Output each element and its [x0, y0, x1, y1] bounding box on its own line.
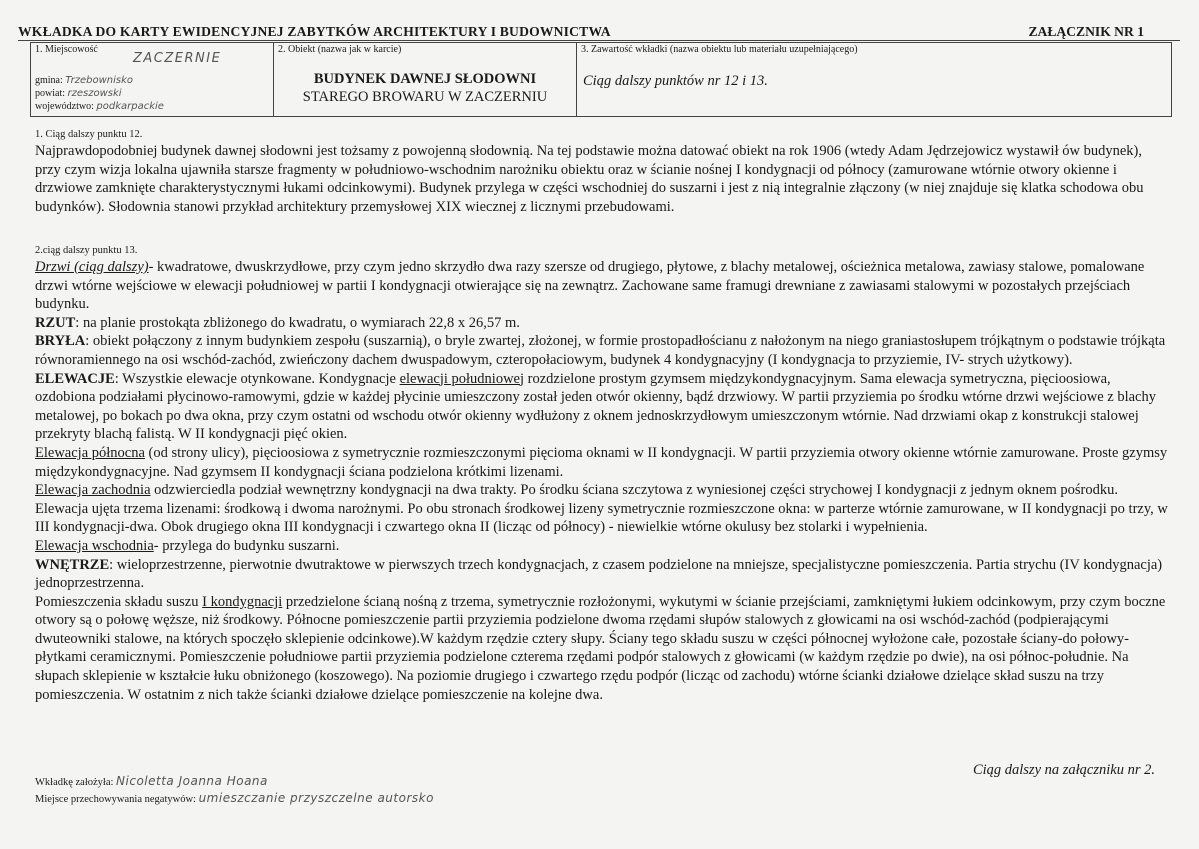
powiat-label: powiat: [35, 88, 65, 99]
elevations-label: ELEWACJE [35, 370, 115, 387]
contents-label: 3. Zawartość wkładki (nazwa obiektu lub materiału uzupełniającego) [581, 44, 858, 55]
negatives-value: umieszczanie przyszczelne autorsko [198, 791, 434, 805]
south-elevation-label: elewacji południowej [399, 370, 525, 387]
section-2-heading: 2.ciąg dalszy punktu 13. [35, 245, 138, 256]
author-line [35, 774, 268, 788]
west-elevation-paragraph [35, 481, 1170, 537]
doors-text: - kwadratowe, dwuskrzydłowe, przy czym jedno skrzydło dwa razy szersze od drugiego, płytowe, z blachy metalowej, ościeżnica metalowa, zawiasy stalowe, pomalowane drzwi wtórne wejściowe w elewacji południowej w partii I kondygnacji otwierające się na zewnątrz. Zachowane same framugi drewniane z zawiasami stalowymi w pozostałych przejściach budynku. [35, 259, 1145, 313]
author-label: Wkładkę założyła: [35, 777, 114, 788]
interior-paragraph [35, 556, 1170, 593]
rooms-intro: Pomieszczenia składu suszu [35, 593, 203, 610]
voivodeship-value: podkarpackie [96, 101, 164, 112]
contents-cell [577, 43, 1172, 117]
object-name-line2: STAREGO BROWARU W ZACZERNIU [302, 89, 548, 105]
object-name-line1: BUDYNEK DAWNEJ SŁODOWNI [313, 71, 537, 87]
plan-label: RZUT [35, 314, 76, 331]
doors-label: Drzwi (ciąg dalszy) [35, 259, 149, 275]
elevations-paragraph [35, 370, 1170, 444]
continued-note: Ciąg dalszy na załączniku nr 2. [972, 762, 1155, 778]
rooms-text: przedzielone ścianą nośną z trzema, symetrycznie rozłożonymi, wykutymi w ścianie przejściami, zamkniętymi łukiem odcinkowym, przy czym boczne otwory są o połowę węższe, niż środkowy. Północne pomieszczenie partii przyziemia podzielone dwoma rzędami słupów stalowych z głowicami na osi wschód-zachód (podpierającymi dwuteowniki stalowe, na których spoczęło sklepienie odcinkowe).W każdym rzędzie cztery słupy. Ściany tego składu suszu w części północnej wyłożone całe, pozostałe ściany-do połowy- płytkami ceramicznymi. Pomieszczenie południowe partii przyziemia podzielone czterema rzędami podpór stalowych z głowicami (w każdym rzędzie po dwie), na osi północ-południe. Na słupach sklepienie w kształcie łuku obniżonego (koszowego). Na poziomie drugiego i czwartego rzędu podpór (licząc od zachodu) wtórne ścianki działowe dzielące skład suszu na trzy pomieszczenia. W ostatnim z nich także ścianki działowe dzielące pomieszczenie na kolejne dwa. [35, 593, 1166, 703]
voivodeship-row [35, 101, 164, 112]
east-elevation-text: - przylega do budynku suszarni. [153, 537, 340, 554]
location-cell [31, 43, 274, 117]
section-1-heading: 1. Ciąg dalszy punktu 12. [35, 129, 143, 140]
west-elevation-text: odzwierciedla podział wewnętrzny kondygnacji na dwa trakty. Po środku ściana szczytowa z wyniesionej części strychowej I kondygnacji z jednym oknem pośrodku. Elewacja ujęta trzema lizenami: środkową i dwoma narożnymi. Po obu stronach środkowej lizeny symetrycznie rozmieszczone okna: w parterze wtórnie zamurowane, w II kondygnacji po trzy, w III kondygnacji-dwa. Obok drugiego okna III kondygnacji i czwartego okna II (licząc od północy) - niewielkie wtórne okulusy bez stolarki i wypełnienia. [35, 482, 1168, 536]
powiat-row [35, 88, 122, 99]
north-elevation-label: Elewacja północna [35, 444, 145, 461]
gmina-label: gmina: [35, 75, 63, 86]
powiat-value: rzeszowski [67, 88, 122, 99]
gmina-value: Trzebownisko [65, 75, 134, 86]
mass-paragraph [35, 332, 1170, 369]
voivodeship-label: województwo: [35, 101, 94, 112]
section-1-text: Najprawdopodobniej budynek dawnej słodowni jest tożsamy z powojenną słodownią. Na tej podstawie można datować obiekt na rok 1906 (wtedy Adam Jędrzejowicz wystawił ów budynek), przy czym wizja lokalna ujawniła starsze fragmenty w południowo-wschodnim narożniku obiektu oraz w ścianie nośnej I kondygnacji od północy (zamurowane wtórnie otwory okienne i drzwiowe zamknięte charakterystycznymi łukami odcinkowymi). Budynek przylega w części wschodniej do suszarni i jest z nią integralnie złączony (w niej znajduje się klatka schodowa obu budynków). Słodownia stanowi przykład architektury przemysłowej XIX wiecznej z licznymi przebudowami. [35, 143, 1144, 215]
east-elevation-label: Elewacja wschodnia [35, 537, 154, 554]
plan-text: : na planie prostokąta zbliżonego do kwadratu, o wymiarach 22,8 x 26,57 m. [75, 314, 520, 331]
interior-label: WNĘTRZE [35, 556, 110, 573]
elevations-intro: : Wszystkie elewacje otynkowane. Kondygnacje [114, 370, 400, 387]
object-cell [274, 43, 577, 117]
location-value: ZACZERNIE [133, 51, 222, 66]
plan-paragraph [35, 314, 1170, 333]
negatives-line [35, 791, 434, 805]
title-row [18, 24, 1180, 41]
section-1 [35, 128, 1170, 216]
location-label: 1. Miejscowość [35, 44, 98, 55]
doors-paragraph [35, 258, 1170, 314]
elevations-text: rozdzielone prostym gzymsem międzykondygnacyjnym. Sama elewacja symetryczna, pięcioosiowa, ozdobiona podziałami płycinowo-ramowymi, gdzie w każdej płycinie umieszczony został jeden otwór okienny, bądź drzwiowy. W partii przyziemia po środku wtórne drzwi wejściowe z blachy metalowej, po bokach po dwa okna, przy czym ostatni od wschodu otwór okienny wydłużony z oknem jednoskrzydłowym umieszczonym wtórnie. Nad drzwiami okap z konstrukcji stalowej przekryty blachą falistą. W II kondygnacji pięć okien. [35, 370, 1156, 443]
first-storey-label: I kondygnacji [202, 593, 283, 610]
header-table [30, 42, 1172, 117]
north-elevation-paragraph [35, 444, 1170, 481]
object-label: 2. Obiekt (nazwa jak w karcie) [278, 44, 402, 55]
rooms-paragraph [35, 593, 1170, 705]
east-elevation-paragraph [35, 537, 1170, 556]
attachment-number: ZAŁĄCZNIK NR 1 [1028, 24, 1144, 39]
west-elevation-label: Elewacja zachodnia [35, 482, 151, 499]
author-signature: Nicoletta Joanna Hoana [116, 774, 268, 788]
document-title: WKŁADKA DO KARTY EWIDENCYJNEJ ZABYTKÓW ARCHITEKTURY I BUDOWNICTWA [18, 24, 611, 39]
contents-value: Ciąg dalszy punktów nr 12 i 13. [583, 73, 768, 89]
interior-text: : wieloprzestrzenne, pierwotnie dwutraktowe w pierwszych trzech kondygnacjach, z czasem podzielone na mniejsze, specjalistyczne pomieszczenia. Partia strychu (IV kondygnacja) jednoprzestrzenna. [35, 556, 1163, 592]
north-elevation-text: (od strony ulicy), pięcioosiowa z symetrycznie rozmieszczonymi pięcioma oknami w II kondygnacji. W partii przyziemia otwory okienne wtórnie zamurowane. Proste gzymsy międzykondygnacyjne. Nad gzymsem II kondygnacji ściana podzielona krótkimi lizenami. [35, 444, 1168, 480]
gmina-row [35, 75, 133, 86]
mass-label: BRYŁA [35, 333, 86, 350]
mass-text: : obiekt połączony z innym budynkiem zespołu (suszarnią), o bryle zwartej, złożonej, w formie prostopadłościanu z nałożonym na niego graniastosłupem trójkątnym o podstawie trójkąta równoramiennego na osi wschód-zachód, zwieńczony dachem dwuspadowym, czteropołaciowym, budynek 4 kondygnacyjny (I kondygnacja to przyziemie, IV- strych użytkowy). [35, 333, 1166, 368]
section-2 [35, 244, 1170, 704]
negatives-label: Miejsce przechowywania negatywów: [35, 794, 196, 805]
